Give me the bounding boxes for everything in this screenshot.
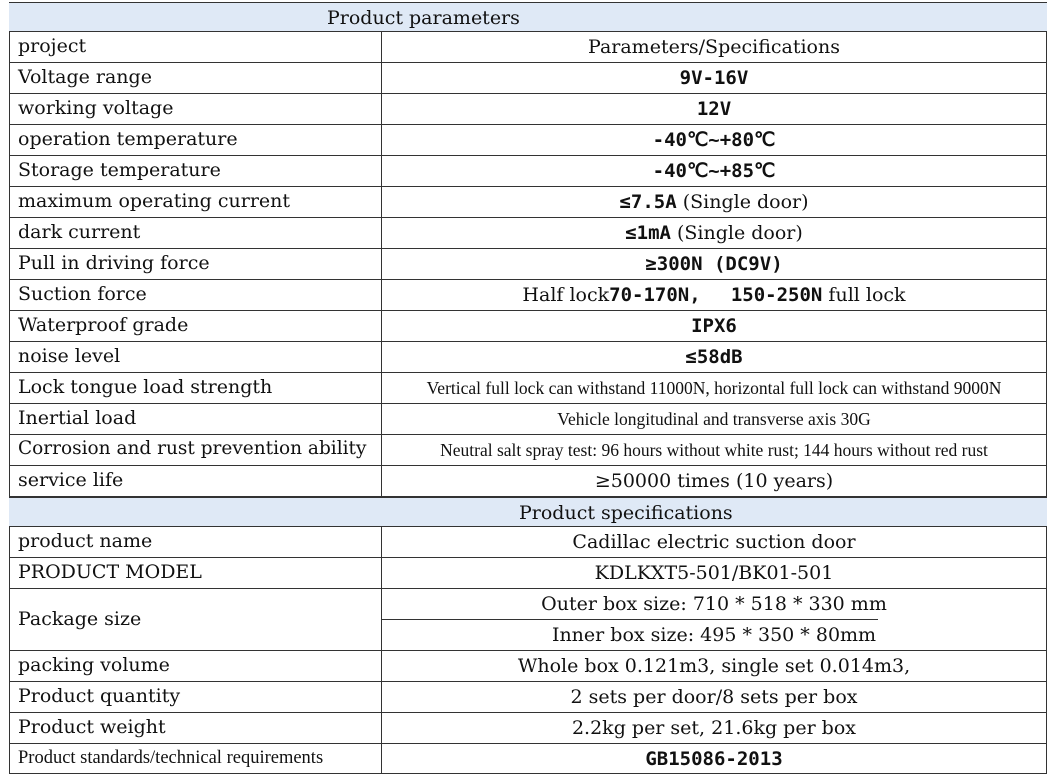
table-row-suction-force [9,280,1047,311]
table-row-pull-in-driving-force [9,249,1047,280]
value-bold: ≤7.5A [619,191,677,213]
table-row-product-weight [9,713,1047,744]
value-bold-1: 70-170N, [609,284,701,306]
row-value [382,218,1047,248]
row-label: Pull in driving force [9,249,382,279]
section-header-specifications [9,497,1047,527]
row-label: maximum operating current [9,187,382,217]
table-row-product-standards [9,744,1047,774]
row-label: Product weight [9,713,382,743]
section-title: Product specifications [519,502,733,524]
row-label: working voltage [9,94,382,124]
value-pre: Half lock [522,284,610,306]
row-value [382,589,1047,650]
row-value [382,280,1047,310]
row-label: PRODUCT MODEL [9,558,382,588]
table-row-storage-temperature [9,156,1047,187]
row-value: Parameters/Specifications [382,32,1047,62]
row-label: Voltage range [9,63,382,93]
value-rest: (Single door) [677,222,803,244]
row-label: Suction force [9,280,382,310]
inner-box-size: Inner box size: 495 * 350 * 80mm [551,624,877,646]
table-row-inertial-load [9,404,1047,435]
table-row-packing-volume [9,651,1047,682]
table-row-project [9,32,1047,63]
row-value: KDLKXT5-501/BK01-501 [382,558,1047,588]
table-row-product-name [9,527,1047,558]
table-row-lock-tongue-load [9,373,1047,404]
row-value [382,187,1047,217]
row-label: Package size [9,589,382,650]
value-bold-2: 150-250N [730,284,823,306]
row-label: Lock tongue load strength [9,373,382,403]
table-row-operation-temperature [9,125,1047,156]
row-label: operation temperature [9,125,382,155]
row-value: 9V-16V [382,63,1047,93]
row-label: product name [9,527,382,557]
table-row-working-voltage [9,94,1047,125]
product-table [9,2,1047,774]
row-value: -40℃~+80℃ [382,125,1047,155]
table-row-product-quantity [9,682,1047,713]
row-value: GB15086-2013 [382,744,1047,773]
row-label: project [9,32,382,62]
row-label: Corrosion and rust prevention ability [9,435,382,465]
outer-box-size: Outer box size: 710 * 518 * 330 mm [541,593,887,615]
row-value: Neutral salt spray test: 96 hours without white rust; 144 hours without red rust [382,435,1047,465]
row-label: dark current [9,218,382,248]
row-label: packing volume [9,651,382,681]
table-row-noise-level [9,342,1047,373]
section-header-parameters [9,2,1047,32]
row-value: 2.2kg per set, 21.6kg per box [382,713,1047,743]
table-row-waterproof-grade [9,311,1047,342]
section-title: Product parameters [327,7,520,29]
row-label: noise level [9,342,382,372]
row-value: Vehicle longitudinal and transverse axis 30G [382,404,1047,434]
row-value: 2 sets per door/8 sets per box [382,682,1047,712]
row-value: -40℃~+85℃ [382,156,1047,186]
value-rest: (Single door) [682,191,809,213]
row-value: ≥50000 times (10 years) [382,466,1047,496]
row-value: ≥300N (DC9V) [382,249,1047,279]
row-value: Vertical full lock can withstand 11000N, horizontal full lock can withstand 9000N [382,373,1047,403]
table-row-service-life [9,466,1047,497]
table-row-corrosion-prevention [9,435,1047,466]
row-value: Cadillac electric suction door [382,527,1047,557]
row-value: ≤58dB [382,342,1047,372]
row-label: Inertial load [9,404,382,434]
table-row-voltage-range [9,63,1047,94]
table-row-dark-current [9,218,1047,249]
value-post: full lock [828,284,906,306]
row-value: 12V [382,94,1047,124]
row-label: service life [9,466,382,496]
table-row-max-operating-current [9,187,1047,218]
table-row-product-model [9,558,1047,589]
row-label: Product quantity [9,682,382,712]
row-value: Whole box 0.121m3, single set 0.014m3, [382,651,1047,681]
value-bold: ≤1mA [625,222,671,244]
row-label: Waterproof grade [9,311,382,341]
row-label: Storage temperature [9,156,382,186]
table-row-package-size [9,589,1047,651]
row-value: IPX6 [382,311,1047,341]
row-label: Product standards/technical requirements [9,744,382,773]
